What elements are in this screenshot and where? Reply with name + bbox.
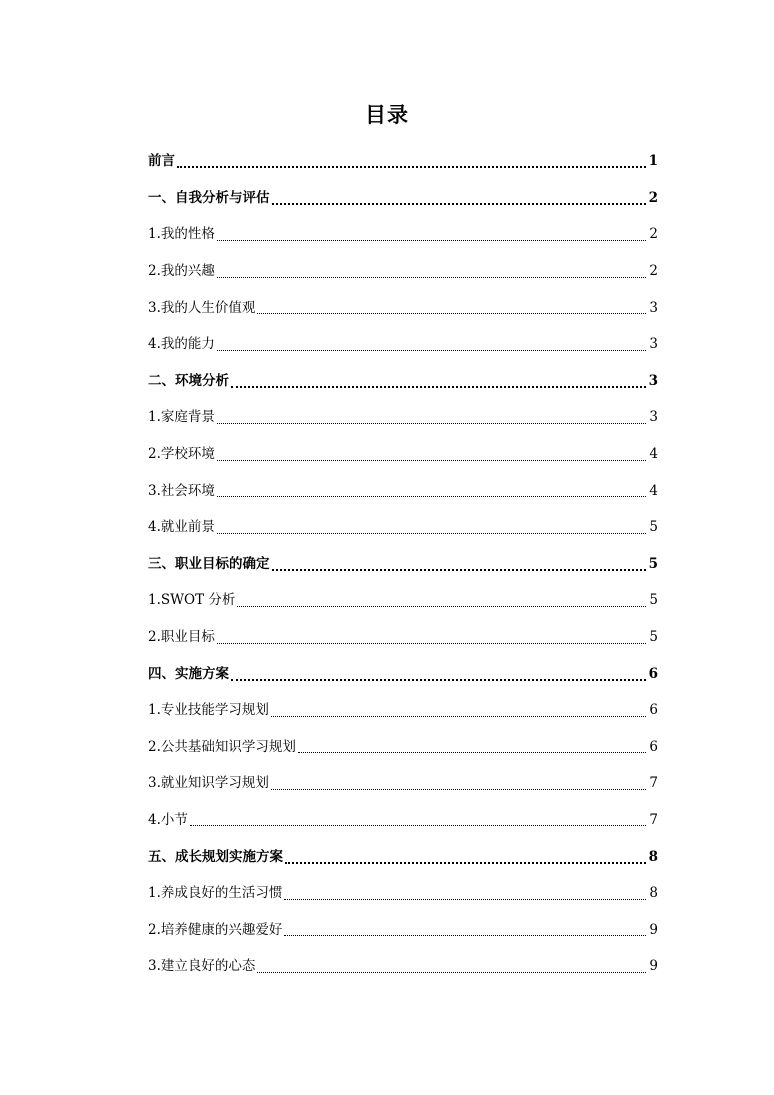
dot-leader [190,825,647,826]
toc-entry-section[interactable] [148,911,658,948]
dot-leader [217,533,647,534]
dot-leader [231,386,646,388]
toc-entry-chapter[interactable] [148,655,658,692]
toc-entry-label: 2.培养健康的兴趣爱好 [148,921,283,938]
toc-entry-label: 3.社会环境 [148,482,215,499]
toc-entry-section[interactable] [148,692,658,729]
toc-entry-page-number: 5 [649,592,658,609]
dot-leader [217,277,647,278]
toc-entry-page-number: 8 [648,848,658,865]
toc-entry-page-number: 7 [649,775,658,792]
dot-leader [257,313,646,314]
dot-leader [231,679,646,681]
toc-entry-page-number: 4 [649,446,658,463]
toc-entry-label: 4.我的能力 [148,336,215,353]
toc-entry-label: 1.我的性格 [148,226,215,243]
toc-entry-label: 1.养成良好的生活习惯 [148,885,283,902]
toc-entry-label: 1.SWOT 分析 [148,592,236,609]
toc-title: 目录 [365,103,409,127]
toc-entry-chapter[interactable] [148,546,658,583]
toc-entry-page-number: 1 [648,153,658,170]
dot-leader [284,899,646,900]
toc-entry-page-number: 3 [649,409,658,426]
toc-entry-label: 4.小节 [148,811,188,828]
toc-entry-label: 3.建立良好的心态 [148,958,256,975]
dot-leader [217,496,647,497]
toc-entry-label: 三、职业目标的确定 [148,555,270,572]
toc-entry-page-number: 5 [649,629,658,646]
dot-leader [217,643,647,644]
toc-entry-section[interactable] [148,399,658,436]
toc-entry-section[interactable] [148,436,658,473]
dot-leader [271,716,647,717]
toc-entry-label: 前言 [148,153,175,170]
toc-entry-label: 1.专业技能学习规划 [148,702,269,719]
toc-entry-page-number: 6 [648,665,658,682]
toc-entry-chapter[interactable] [148,363,658,400]
toc-entry-label: 五、成长规划实施方案 [148,848,283,865]
dot-leader [272,203,646,205]
toc-entry-section[interactable] [148,472,658,509]
dot-leader [271,789,647,790]
toc-entry-page-number: 4 [649,482,658,499]
toc-entry-label: 一、自我分析与评估 [148,189,270,206]
dot-leader [217,460,647,461]
toc-entry-label: 3.我的人生价值观 [148,299,256,316]
dot-leader [298,752,647,753]
toc-entry-section[interactable] [148,253,658,290]
toc-entry-page-number: 5 [648,555,658,572]
toc-entry-section[interactable] [148,216,658,253]
toc-entry-label: 二、环境分析 [148,372,229,389]
toc-entry-section[interactable] [148,582,658,619]
dot-leader [257,972,646,973]
dot-leader [285,862,646,864]
toc-entry-page-number: 6 [649,738,658,755]
toc-entry-section[interactable] [148,619,658,656]
toc-entry-page-number: 8 [649,885,658,902]
toc-entry-page-number: 3 [649,299,658,316]
toc-entry-page-number: 2 [649,226,658,243]
toc-entry-page-number: 2 [649,263,658,280]
toc-entry-label: 1.家庭背景 [148,409,215,426]
toc-entry-label: 2.公共基础知识学习规划 [148,738,296,755]
toc-entry-page-number: 6 [649,702,658,719]
dot-leader [272,569,646,571]
toc-entry-section[interactable] [148,289,658,326]
toc-entry-page-number: 9 [649,958,658,975]
toc-entry-section[interactable] [148,875,658,912]
dot-leader [217,350,647,351]
dot-leader [177,166,646,168]
toc-list [148,143,658,985]
toc-entry-section[interactable] [148,765,658,802]
toc-entry-page-number: 3 [649,336,658,353]
toc-entry-label: 2.我的兴趣 [148,263,215,280]
toc-entry-section[interactable] [148,948,658,985]
toc-entry-page-number: 2 [648,189,658,206]
toc-entry-label: 2.职业目标 [148,629,215,646]
toc-entry-label: 3.就业知识学习规划 [148,775,269,792]
toc-entry-chapter[interactable] [148,143,658,180]
toc-entry-label: 4.就业前景 [148,519,215,536]
toc-entry-label: 2.学校环境 [148,446,215,463]
dot-leader [284,935,646,936]
toc-entry-label: 四、实施方案 [148,665,229,682]
toc-entry-page-number: 5 [649,519,658,536]
toc-entry-chapter[interactable] [148,180,658,217]
toc-entry-section[interactable] [148,326,658,363]
toc-entry-section[interactable] [148,729,658,766]
toc-entry-section[interactable] [148,802,658,839]
dot-leader [237,606,646,607]
toc-entry-page-number: 9 [649,921,658,938]
toc-entry-chapter[interactable] [148,838,658,875]
toc-entry-page-number: 3 [648,372,658,389]
toc-entry-section[interactable] [148,509,658,546]
dot-leader [217,240,647,241]
dot-leader [217,423,647,424]
toc-entry-page-number: 7 [649,811,658,828]
